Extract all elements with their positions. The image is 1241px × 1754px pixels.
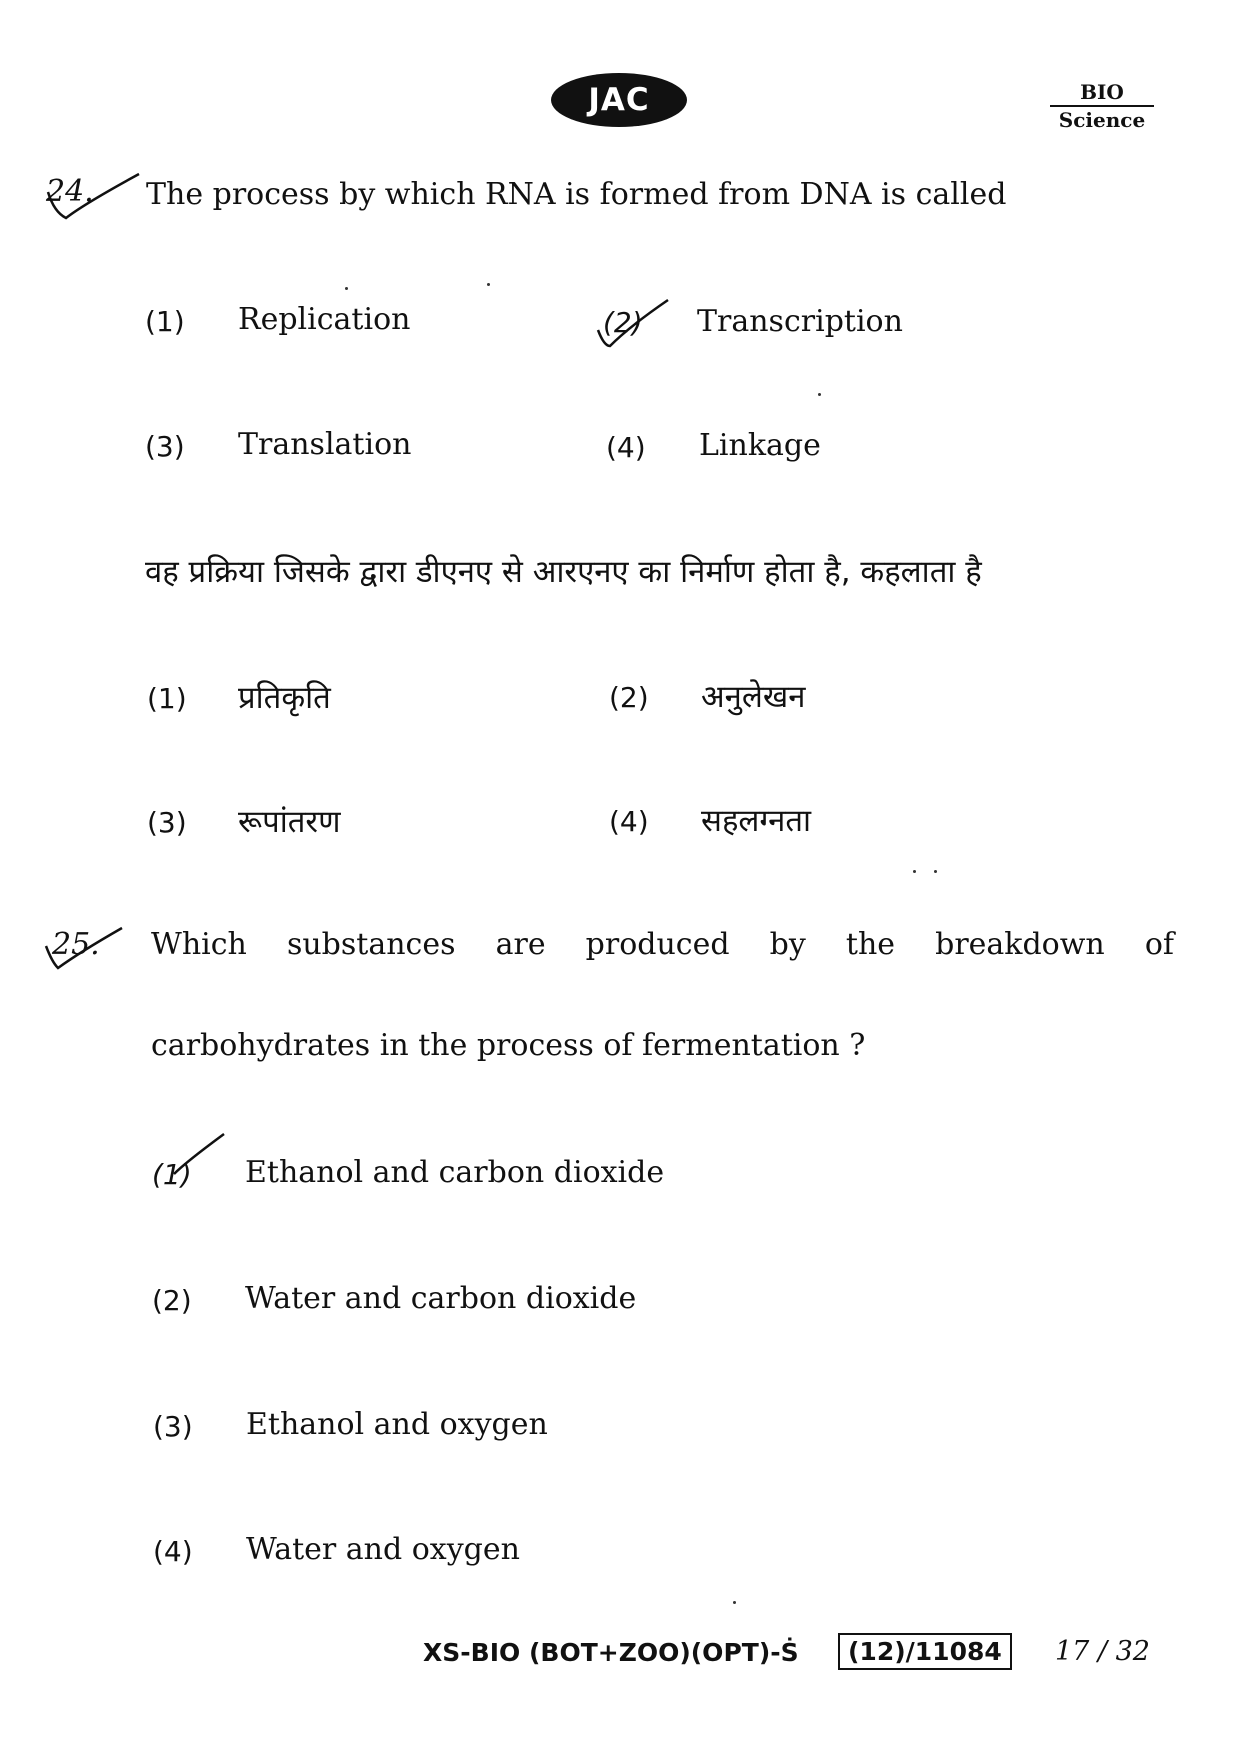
q24-question-text: The process by which RNA is formed from DNA is called	[146, 177, 1007, 212]
scan-speck	[818, 393, 821, 396]
q24-check-mark	[44, 168, 144, 228]
q24-option-1-num: (1)	[145, 305, 185, 338]
q24-number: 24.	[46, 174, 94, 209]
q24-hindi-option-2-text: अनुलेखन	[701, 679, 806, 715]
scan-speck	[487, 283, 490, 286]
scan-speck	[934, 870, 937, 873]
q24-hindi-option-2-num: (2)	[609, 681, 649, 714]
q24-option-2-check-mark	[594, 296, 674, 352]
subject-bottom: Science	[1058, 108, 1146, 132]
q24-option-4-num: (4)	[606, 431, 646, 464]
q25-question-text-line-1: Which substances are produced by the breakdown of	[151, 927, 1174, 962]
q25-option-2-text: Water and carbon dioxide	[245, 1281, 637, 1316]
q24-hindi-option-3-num: (3)	[147, 806, 187, 839]
scan-speck	[345, 287, 348, 290]
q25-number: 25.	[52, 927, 100, 962]
q25-option-1-check-mark	[146, 1130, 230, 1190]
q24-hindi-option-4-text: सहलग्नता	[701, 803, 812, 839]
q24-hindi-question-text: वह प्रक्रिया जिसके द्वारा डीएनए से आरएनए का निर्माण होता है, कहलाता है	[145, 554, 982, 590]
subject-top: BIO	[1050, 80, 1154, 107]
q24-option-2-num: (2)	[603, 306, 643, 339]
scan-speck	[733, 1601, 736, 1604]
q25-option-4-text: Water and oxygen	[246, 1532, 520, 1567]
q25-check-mark	[40, 922, 130, 974]
footer-paper-code: (12)/11084	[838, 1633, 1012, 1670]
q24-option-4-text: Linkage	[699, 428, 821, 463]
q25-option-2-num: (2)	[152, 1284, 192, 1317]
q24-option-3-text: Translation	[238, 427, 412, 462]
q25-option-4-num: (4)	[153, 1535, 193, 1568]
q25-option-3-text: Ethanol and oxygen	[246, 1407, 548, 1442]
q24-option-3-num: (3)	[145, 430, 185, 463]
footer-page-number: 17 / 32	[1055, 1636, 1150, 1667]
q25-question-text-line-2: carbohydrates in the process of fermentation ?	[151, 1028, 866, 1063]
q24-option-2-text: Transcription	[697, 304, 903, 339]
footer-exam-code: XS-BIO (BOT+ZOO)(OPT)-Ṡ	[423, 1638, 799, 1667]
subject-label	[1050, 80, 1154, 133]
q25-option-1-text: Ethanol and carbon dioxide	[245, 1155, 665, 1190]
q24-hindi-option-4-num: (4)	[609, 805, 649, 838]
jac-logo	[551, 73, 687, 127]
q24-option-1-text: Replication	[238, 302, 411, 337]
q24-hindi-option-1-text: प्रतिकृति	[238, 680, 331, 716]
q24-hindi-option-1-num: (1)	[147, 682, 187, 715]
q25-option-1-num: (1)	[152, 1158, 192, 1191]
q25-option-3-num: (3)	[153, 1410, 193, 1443]
q24-hindi-option-3-text: रूपांतरण	[238, 804, 341, 840]
scan-speck	[913, 870, 916, 873]
logo-text: JAC	[588, 82, 650, 118]
